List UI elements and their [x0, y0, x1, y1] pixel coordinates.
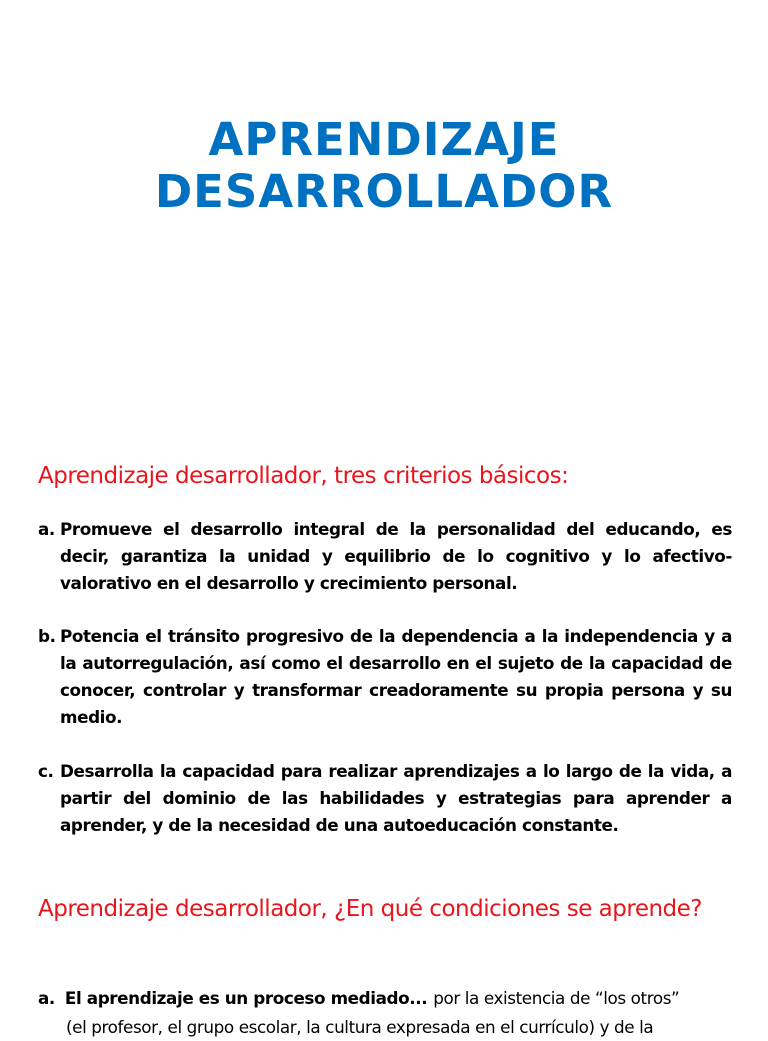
- list-item-text: Promueve el desarrollo integral de la personalidad del educando, es decir, garantiza la unidad y equilibrio de lo cognitivo y lo afectivo-valorativo en el desarrollo y crecimiento personal.: [60, 519, 732, 593]
- list-item-text: Desarrolla la capacidad para realizar aprendizajes a lo largo de la vida, a partir del dominio de las habilidades y estrategias para aprender a aprender, y de la necesidad de una autoeducación constante.: [60, 761, 732, 835]
- title-line-2: DESARROLLADOR: [154, 165, 614, 218]
- list-item-continuation-text: (el profesor, el grupo escolar, la cultura expresada en el currículo) y de la: [66, 1017, 654, 1037]
- list-item-text: Potencia el tránsito progresivo de la dependencia a la independencia y a la autorregulación, así como el desarrollo en el sujeto de la capacidad de conocer, controlar y transformar creadoramente su propia persona y su medio.: [60, 626, 732, 727]
- criteria-item-a: [38, 516, 732, 597]
- conditions-item-a: [38, 985, 738, 1041]
- list-marker: a.: [38, 988, 55, 1008]
- section-heading-criteria: Aprendizaje desarrollador, tres criterios básicos:: [38, 463, 569, 489]
- page-title: [0, 114, 768, 218]
- criteria-item-c: [38, 758, 732, 839]
- criteria-item-b: [38, 623, 732, 731]
- section-heading-conditions: Aprendizaje desarrollador, ¿En qué condiciones se aprende?: [38, 896, 702, 922]
- title-line-1: APRENDIZAJE: [208, 113, 560, 166]
- list-item-text: por la existencia de “los otros”: [433, 988, 680, 1008]
- list-marker: a.: [38, 519, 55, 539]
- list-marker: b.: [38, 626, 56, 646]
- list-item-lead-text: El aprendizaje es un proceso mediado...: [64, 988, 428, 1008]
- list-marker: c.: [38, 761, 54, 781]
